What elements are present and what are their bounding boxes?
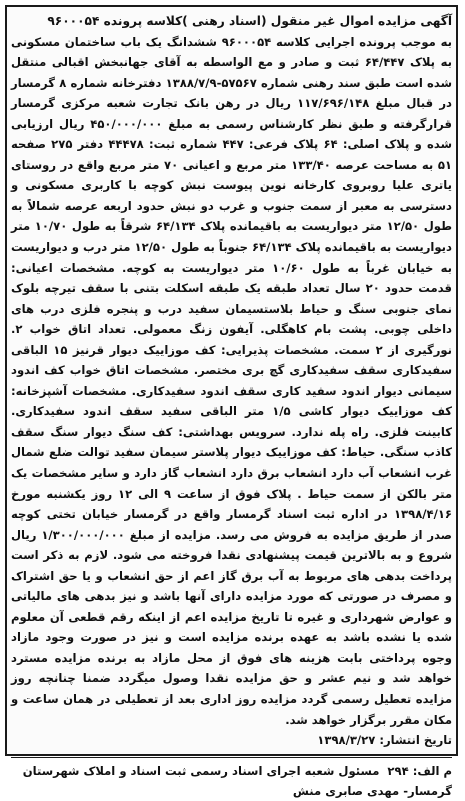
publish-date: تاریخ انتشار: ۱۳۹۸/۳/۲۷ — [317, 733, 452, 748]
notice-body: به موجب پرونده اجرایی کلاسه ۹۶۰۰۰۵۴ ششدانگ یک باب ساختمان مسکونی به پلاک ۶۴/۴۴۷ ثبت و صادر و مع الواسطه به آقای جهانبخش اقبالی منتقل شده است طبق سند رهنی شماره ۵۷۵۶۷-۱۳۸۸/۷/۹ دفترخانه شماره ۸ گرمسار در قبال مبلغ ۱۱۷/۶۹۶/۱۴۸ ریال در رهن بانک تجارت شعبه مرکزی گرمسار قرارگرفته و طبق نظر کارشناس رسمی به مبلغ ۴۵۰/۰۰۰/۰۰۰ ریال ارزیابی شده و پلاک اصلی: ۶۴ پلاک فرعی: ۴۴۷ شماره ثبت: ۴۴۴۷۸ دفتر ۲۷۵ صفحه ۵۱ به مساحت عرصه ۱۳۳/۴۰ متر مربع و اعیانی ۷۰ متر مربع واقع در روستای یاتری علیا روبروی کارخانه نوین پیوست نبش کوچه با کاربری مسکونی و دسترسی به معبر از سمت جنوب و غرب دو نبش حدود اربعه عرصه شمالاً به طول ۱۲/۵۰ متر دیواریست به باقیمانده پلاک ۶۴/۱۳۴ شرقاً به طول ۱۰/۷۰ متر دیواریست به باقیمانده پلاک ۶۴/۱۳۴ جنوباً به طول ۱۲/۵۰ متر درب و دیواریست به خیابان غرباً به طول ۱۰/۶۰ متر دیواریست به کوچه. مشخصات اعیانی: قدمت حدود ۲۰ سال تعداد طبقه یک طبقه اسکلت بتنی با سقف تیرچه بلوک نمای جنوبی سنگ و حیاط بلاستسیمان سفید درب و پنجره فلزی درب های داخلی چوبی. پشت بام کاهگلی. آیفون زنگ معمولی. تعداد اتاق خواب ۲. نورگیری از ۲ سمت. مشخصات پذیرایی: کف موزاییک دیوار قرنیز ۱۵ الباقی سفیدکاری سقف سفیدکاری گچ بری مختصر. مشخصات اتاق خواب کف اندود سیمانی دیوار اندود سفید کاری سقف اندود سفیدکاری. مشخصات آشپزخانه: کف موزاییک دیوار کاشی ۱/۵ متر الباقی سفید سقف اندود سفیدکاری. کابینت فلزی. راه پله ندارد. سرویس بهداشتی: کف سنگ دیوار سنگ سقف کاذب سنگی. حیاط: کف موزاییک دیوار پلاستر سیمان سفید توالت ضلع شمال غرب انشعاب آب دارد انشعاب برق دارد انشعاب گاز دارد و سایر مشخصات یک متر بالکن از سمت حیاط . پلاک فوق از ساعت ۹ الی ۱۲ روز یکشنبه مورخ ۱۳۹۸/۴/۱۶ در اداره ثبت اسناد گرمسار واقع در گرمسار خیابان تختی کوچه صدر از طریق مزایده به فروش می رسد. مزایده از مبلغ ۱/۳۰۰/۰۰۰/۰۰۰ ریال شروع و به بالاترین قیمت پیشنهادی نقدا فروخته می شود. لازم به ذکر است پرداخت بدهی های مربوط به آب برق گاز اعم از حق انشعاب و یا حق اشتراک و مصرف در صورتی که مورد مزایده دارای آنها باشد و نیز بدهی های مالیاتی و عوارض شهرداری و غیره تا تاریخ مزایده اعم از اینکه رقم قطعی آن معلوم شده یا نشده باشد به عهده برنده مزایده است و نیز در صورت وجود مازاد وجوه پرداختی بابت هزینه های فوق از محل مازاد به برنده مزایده مسترد خواهد شد و نیم عشر و حق مزایده نقدا وصول میگردد ضمنا چنانچه روز مزایده تعطیل رسمی گردد مزایده روز اداری بعد از تعطیلی در همان ساعت و مکان مقرر برگزار خواهد شد. — [11, 34, 453, 727]
footer-signatory-line — [11, 761, 452, 781]
notice-footer — [11, 757, 452, 801]
notice-frame — [5, 5, 458, 798]
notice-title: آگهی مزایده اموال غیر منقول (اسناد رهنی )کلاسه پرونده ۹۶۰۰۰۵۴ — [47, 14, 452, 28]
footer-name: گرمسار- مهدی صابری منش — [292, 783, 452, 798]
footer-code: م الف: ۲۹۴ — [387, 763, 452, 778]
notice-content — [11, 11, 453, 798]
footer-signatory: مسئول شعبه اجرای اسناد رسمی ثبت اسناد و املاک شهرستان — [22, 763, 380, 778]
